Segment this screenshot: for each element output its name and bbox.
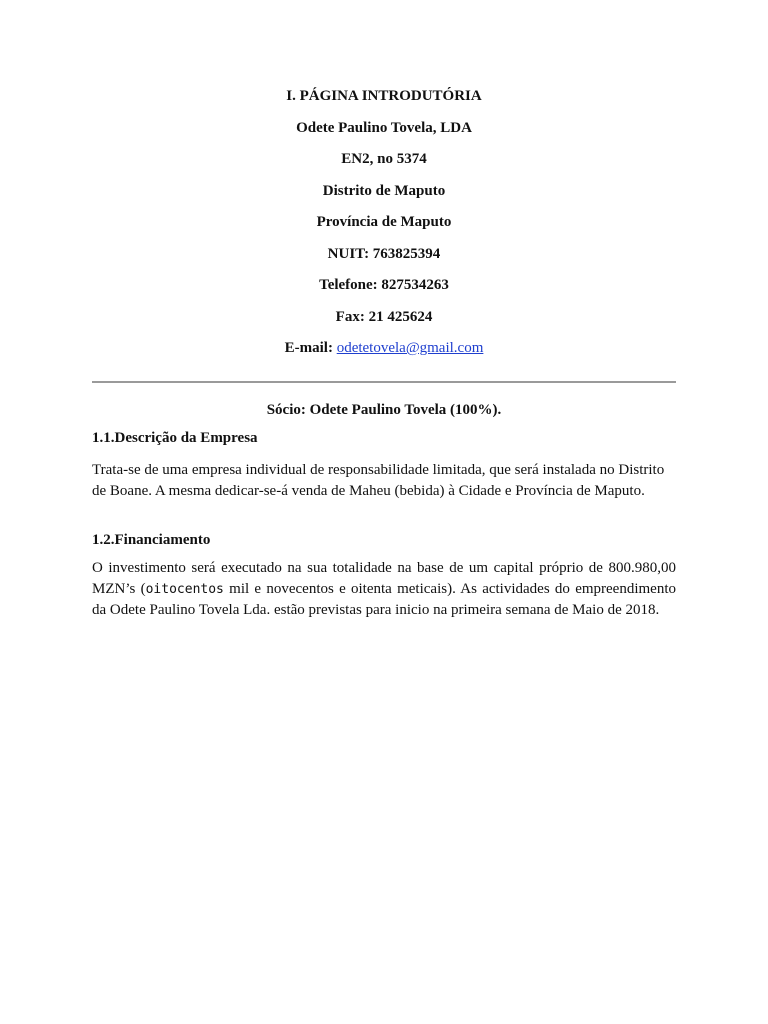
financing-text-part1: O investimento será executado na sua totalidade na base de um capital próprio de 800.980,00 MZN’s ( <box>92 560 676 597</box>
intro-header <box>92 84 676 368</box>
email-label: E-mail: <box>284 340 337 356</box>
page-title: I. PÁGINA INTRODUTÓRIA <box>286 88 482 104</box>
financing-text-mono-word: oitocentos <box>145 581 224 597</box>
email-link[interactable]: odetetovela@gmail.com <box>336 340 484 356</box>
horizontal-divider <box>92 381 676 383</box>
company-address: EN2, no 5374 <box>341 151 427 167</box>
section-text-company-description: Trata-se de uma empresa individual de responsabilidade limitada, que será instalada no Distrito de Boane. A mesma dedicar-se-á venda de Maheu (bebida) à Cidade e Província de Maputo. <box>92 462 665 499</box>
section-text-financing <box>92 558 676 621</box>
section-heading-financing: 1.2.Financiamento <box>92 532 211 548</box>
section-heading-company-description: 1.1.Descrição da Empresa <box>92 430 258 446</box>
financing-text-part2: mil e novecentos e oitenta meticais). As actividades do empreendimento da Odete Paulino Tovela Lda. estão previstas para inicio na primeira semana de Maio de 2018. <box>92 580 676 618</box>
document-body <box>92 398 676 621</box>
company-district: Distrito de Maputo <box>322 182 446 199</box>
partner-line: Sócio: Odete Paulino Tovela (100%). <box>266 402 502 418</box>
company-province: Província de Maputo <box>316 214 452 230</box>
company-nuit: NUIT: 763825394 <box>327 245 441 262</box>
company-name: Odete Paulino Tovela, LDA <box>296 119 472 136</box>
company-fax: Fax: 21 425624 <box>335 308 433 325</box>
company-phone: Telefone: 827534263 <box>319 277 449 293</box>
company-email <box>92 336 676 368</box>
